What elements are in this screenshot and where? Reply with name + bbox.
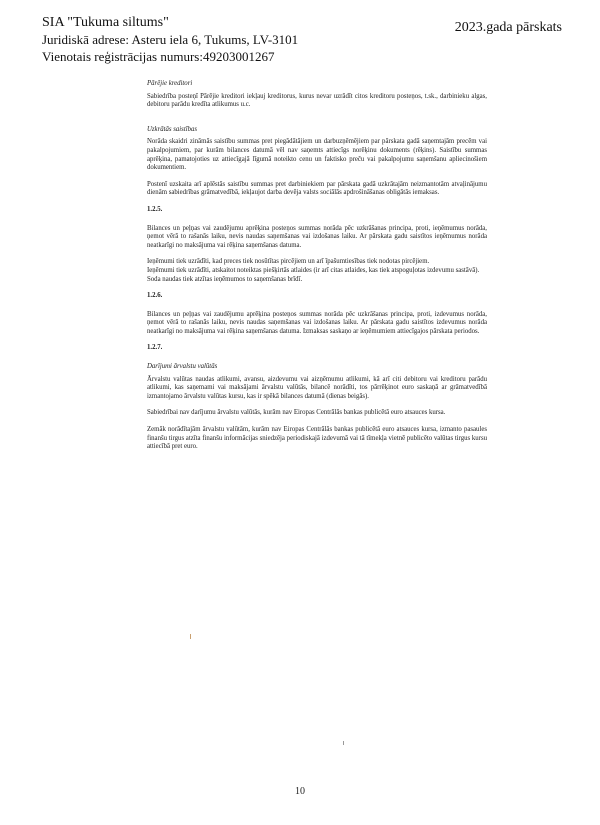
paragraph: Zemāk norādītajām ārvalstu valūtām, kurām nav Eiropas Centrālās bankas publicētā euro atsauces kursa, izmanto pasaules finanšu tirgus atzīta finanšu informācijas sniedzēja periodiskajā izdevumā vai tā tīmekļa vietnē publicēto valūtas tirgus kursu attiecībā pret euro. [147, 426, 487, 451]
paragraph: Ieņēmumi tiek uzrādīti, atskaitot noteiktas piešķirtās atlaides (ir arī citas atlaides, kas tiek atspoguļotas izdevumu sastāvā). [147, 266, 480, 274]
section-title-other-creditors: Pārējie kreditori [147, 80, 193, 87]
registration-number: Vienotais reģistrācijas numurs:49203001267 [42, 49, 275, 64]
section-number-125: 1.2.5. [147, 205, 163, 213]
paragraph: Ārvalstu valūtas naudas atlikumi, avansu, aizdevumu vai aizņēmumu atlikumi, kā arī citi debitoru vai kreditoru parādu atlikumi, kas saņemami vai maksājami ārvalstu valūtās, bilancē norādīti, tos pārrēķinot euro saskaņā ar grāmatvedībā izmantojamo ārvalstu valūtas kursu, kas ir spēkā bilances datumā (dienas beigās). [147, 375, 487, 400]
company-name: SIA "Tukuma siltums" [42, 15, 169, 30]
scan-artifact [343, 741, 344, 745]
document-body [147, 80, 487, 460]
legal-address: Juridiskā adrese: Asteru iela 6, Tukums, LV-3101 [42, 32, 299, 47]
page-number: 10 [295, 786, 305, 797]
paragraph: Norāda skaidri zināmās saistību summas pret piegādātājiem un darbuzņēmējiem par pārskata gadā saņemtajām precēm vai pakalpojumiem, par kurām bilances datumā vēl nav saņemts attiecīgs norēķinu dokuments (rēķins). Saistību summas aprēķina, pamatojoties uz attiecīgajā līgumā noteikto cenu un faktisko preču vai pakalpojumu saņemšanu apliecinošiem dokumentiem. [147, 138, 487, 172]
paragraph: Bilances un peļņas vai zaudējumu aprēķina posteņos summas norāda pēc uzkrāšanas principa, proti, ieņēmumus norāda, ņemot vērā to rašanās laiku, nevis naudas saņemšanas vai izdošanas laiku. Ar pārskata gadu saistītos ieņēmumus norāda neatkarīgi no maksājuma vai rēķina saņemšanas datuma. [147, 224, 487, 249]
section-title-foreign-currency: Darījumi ārvalstu valūtās [147, 363, 218, 371]
paragraph: Ieņēmumi tiek uzrādīti, kad preces tiek nosūtītas pircējiem un arī īpašumtiesības tiek nodotas pircējiem. [147, 258, 430, 266]
paragraph: Sabiedrībai nav darījumu ārvalstu valūtās, kurām nav Eiropas Centrālās bankas publicētā euro atsauces kursa. [147, 409, 446, 417]
paragraph: Bilances un peļņas vai zaudējumu aprēķina posteņos summas norāda pēc uzkrāšanas principa, proti, izdevumus norāda, ņemot vērā to rašanās laiku, nevis naudas saņemšanas vai izdošanas laiku. Ar pārskata gadu saistītos izdevumus norāda neatkarīgi no maksājuma vai rēķina saņemšanas datuma. Izmaksas saskaņo ar ieņēmumiem attiecīgajos pārskata periodos. [147, 310, 487, 335]
paragraph: Postenī uzskaita arī aplēstās saistību summas pret darbiniekiem par pārskata gadā uzkrātajām neizmantotām atvaļinājumu dienām sabiedrības grāmatvedībā, iekļaujot darba devēja valsts sociālās apdrošināšanas obligātās iemaksas. [147, 180, 487, 197]
section-number-127: 1.2.7. [147, 344, 163, 352]
scan-artifact [190, 634, 191, 639]
paragraph: Sabiedrība posteņī Pārējie kreditori iekļauj kreditorus, kurus nevar uzrādīt citos kreditoru posteņos, t.sk., darbinieku algas, debitoru parādu kredīta atlikumus u.c. [147, 92, 487, 109]
section-number-126: 1.2.6. [147, 292, 163, 300]
company-header [42, 14, 298, 65]
paragraph: Soda naudas tiek atzītas ieņēmumos to saņemšanas brīdī. [147, 275, 303, 283]
report-title: 2023.gada pārskats [454, 20, 562, 35]
section-title-accrued: Uzkrātās saistības [147, 125, 198, 133]
